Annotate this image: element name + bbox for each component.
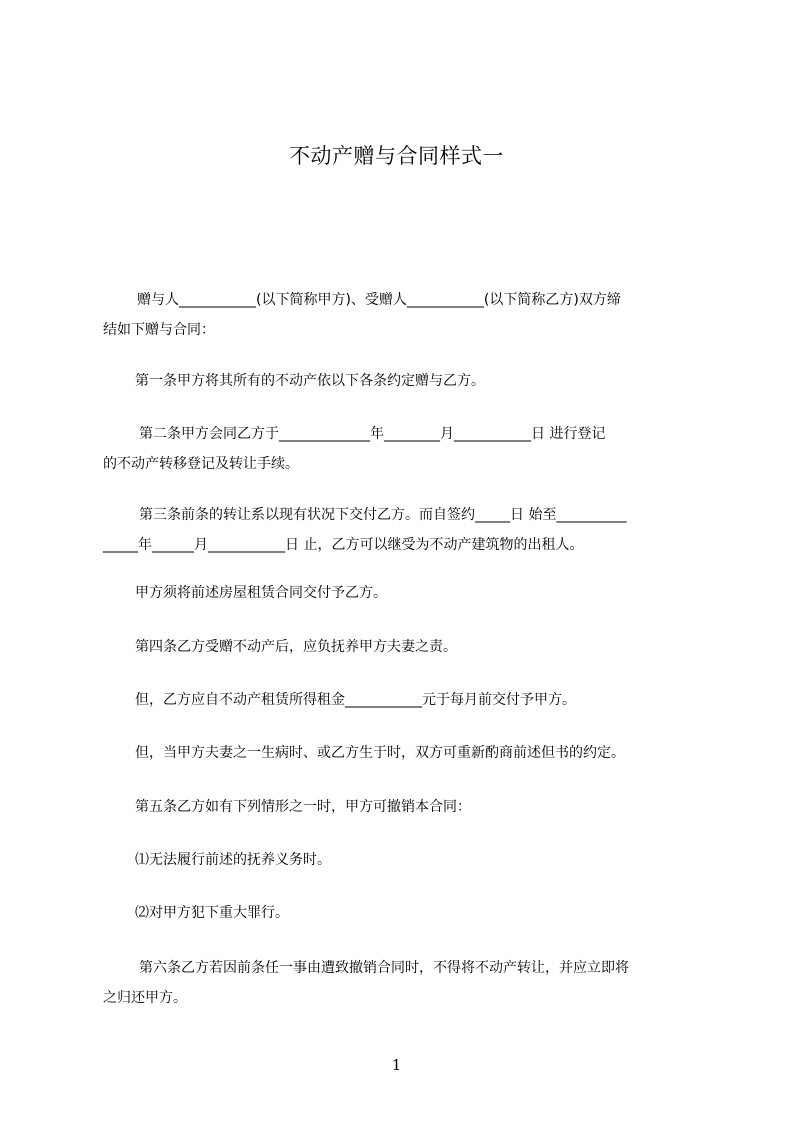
paragraph-line: 甲方须将前述房屋租赁合同交付予乙方。 — [135, 585, 387, 601]
paragraph-article-3 — [103, 500, 703, 560]
paragraph-line: 结如下赠与合同： — [103, 322, 215, 338]
paragraph-article-5 — [103, 792, 703, 822]
page-number: 1 — [391, 1056, 402, 1074]
paragraph-article-4 — [103, 632, 703, 662]
paragraph-line: 第四条乙方受赠不动产后，应负抚养甲方夫妻之责。 — [135, 639, 457, 655]
paragraph-rent-proviso — [103, 685, 703, 715]
paragraph-line: 第三条前条的转让系以现有状况下交付乙方。而自签约_____日 始至__________ — [139, 507, 627, 523]
paragraph-parties — [103, 285, 703, 345]
paragraph-article-2 — [103, 419, 703, 479]
paragraph-line: _____年______月___________日 止，乙方可以继受为不动产建筑物的出租人。 — [103, 537, 584, 553]
paragraph-line: 之归还甲方。 — [103, 990, 187, 1006]
list-item-2 — [103, 898, 703, 928]
paragraph-line: ⑵对甲方犯下重大罪行。 — [135, 905, 289, 921]
paragraph-line: 第五条乙方如有下列情形之一时，甲方可撤销本合同： — [135, 799, 471, 815]
paragraph-illness-proviso — [103, 738, 703, 768]
paragraph-line: 赠与人___________(以下简称甲方)、受赠人___________(以下简称乙方)双方缔 — [137, 292, 621, 308]
paragraph-line: 第二条甲方会同乙方于_____________年________月___________日 进行登记 — [139, 426, 606, 442]
paragraph-line: 但，乙方应自不动产租赁所得租金___________元于每月前交付予甲方。 — [135, 692, 576, 708]
paragraph-lease-delivery — [103, 578, 703, 608]
document-title: 不动产赠与合同样式一 — [289, 144, 504, 168]
paragraph-line: 的不动产转移登记及转让手续。 — [103, 456, 299, 472]
paragraph-line: ⑴无法履行前述的抚养义务时。 — [135, 852, 331, 868]
list-item-1 — [103, 845, 703, 875]
paragraph-line: 第六条乙方若因前条任一事由遭致撤销合同时，不得将不动产转让，并应立即将 — [139, 960, 629, 976]
paragraph-article-6 — [103, 953, 703, 1013]
paragraph-line: 第一条甲方将其所有的不动产依以下各条约定赠与乙方。 — [135, 373, 485, 389]
paragraph-article-1 — [103, 366, 703, 396]
paragraph-line: 但，当甲方夫妻之一生病时、或乙方生于时，双方可重新酌商前述但书的约定。 — [135, 745, 625, 761]
